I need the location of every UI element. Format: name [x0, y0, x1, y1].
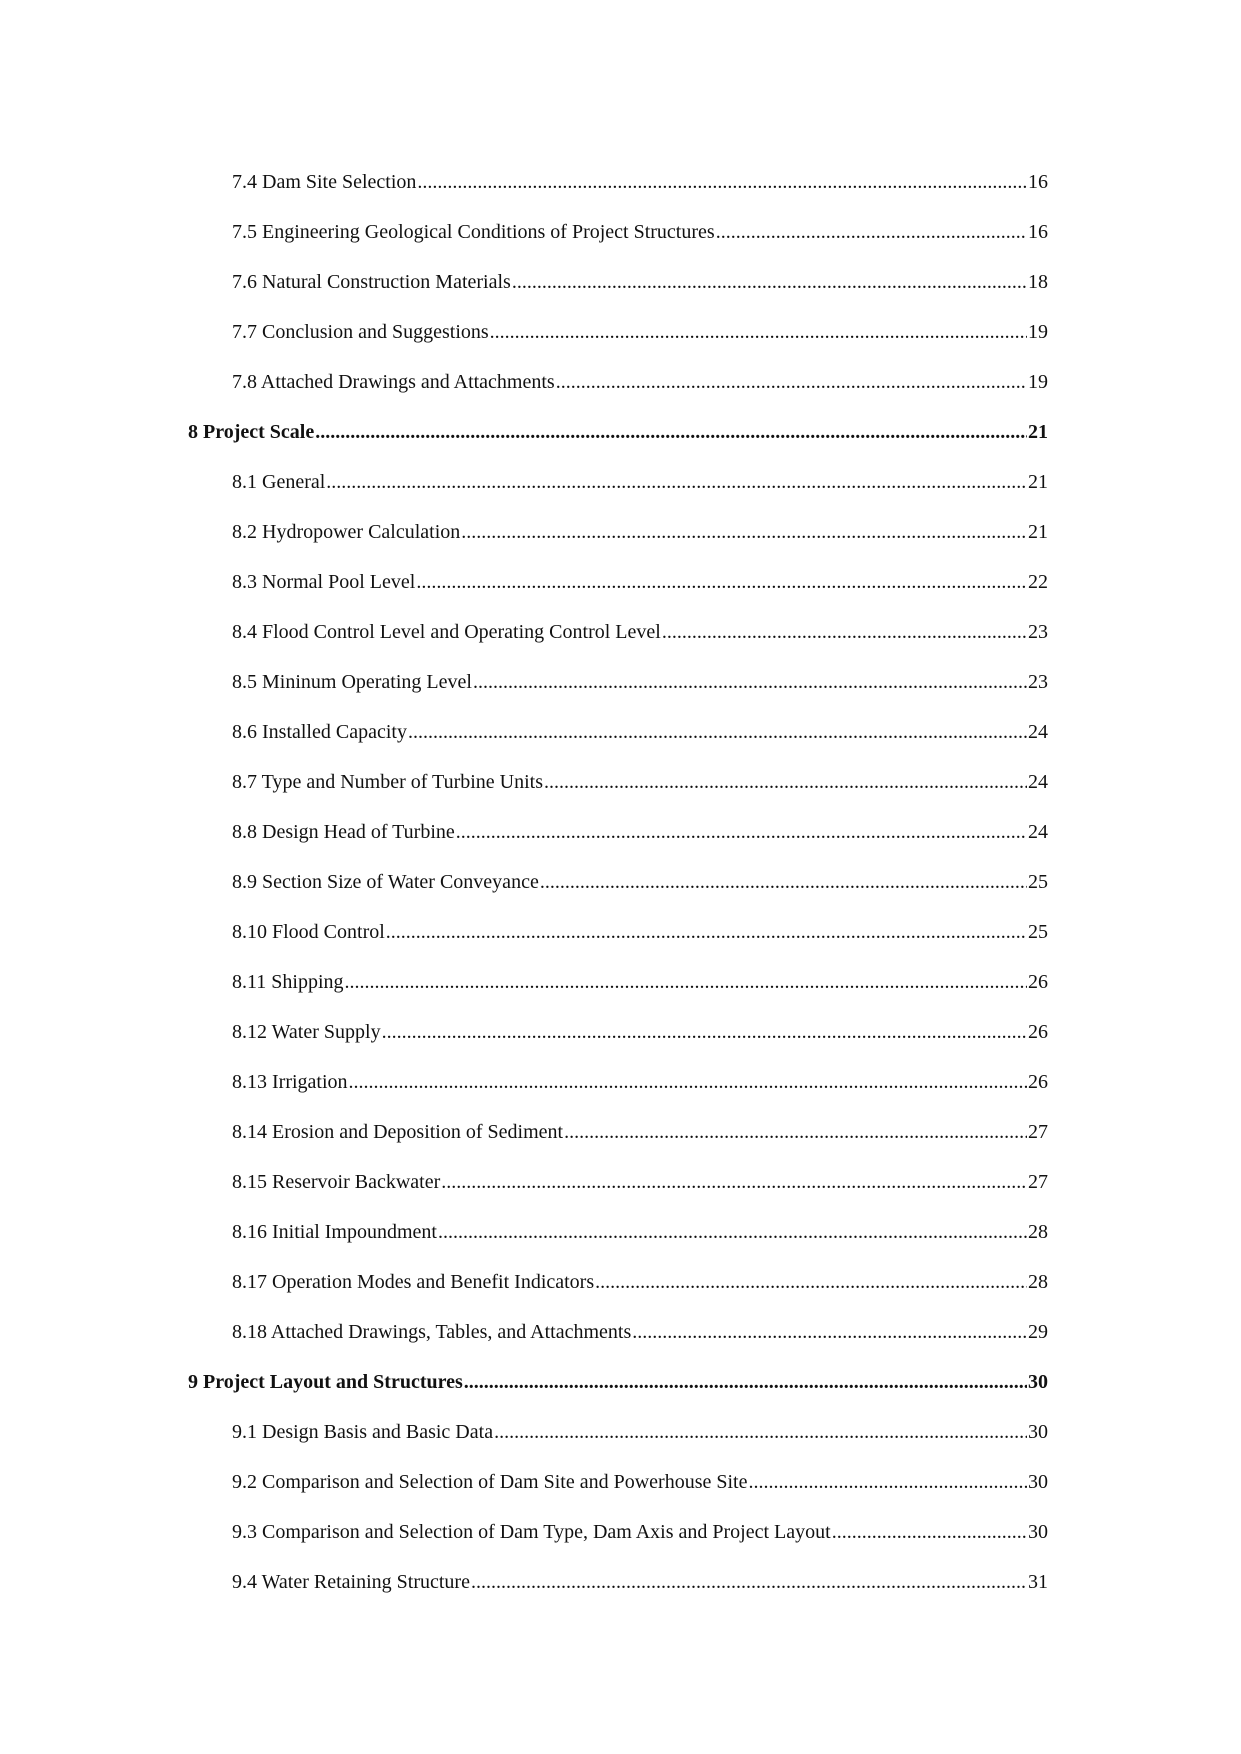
toc-entry-page: 27: [1028, 1171, 1048, 1193]
toc-dot-leader: [595, 1270, 1027, 1294]
toc-entry-page: 26: [1028, 1021, 1048, 1043]
toc-entry-8-11[interactable]: [232, 970, 1048, 994]
toc-entry-8-13[interactable]: [232, 1070, 1048, 1094]
toc-dot-leader: [471, 1570, 1027, 1594]
toc-entry-title: 8.11 Shipping: [232, 971, 344, 993]
toc-chapter-title: 8 Project Scale: [188, 421, 315, 443]
toc-dot-leader: [345, 970, 1028, 994]
toc-entry-title: 8.7 Type and Number of Turbine Units: [232, 771, 543, 793]
toc-entry-9-3[interactable]: [232, 1520, 1048, 1544]
toc-dot-leader: [456, 820, 1027, 844]
toc-entry-page: 19: [1028, 371, 1048, 393]
toc-entry-8-14[interactable]: [232, 1120, 1048, 1144]
toc-dot-leader: [315, 420, 1027, 444]
toc-entry-7-6[interactable]: [232, 270, 1048, 294]
toc-entry-page: 23: [1028, 621, 1048, 643]
toc-entry-7-4[interactable]: [232, 170, 1048, 194]
toc-entry-8-4[interactable]: [232, 620, 1048, 644]
toc-dot-leader: [544, 770, 1027, 794]
toc-entry-title: 8.14 Erosion and Deposition of Sediment: [232, 1121, 564, 1143]
toc-entry-8-16[interactable]: [232, 1220, 1048, 1244]
toc-entry-page: 28: [1028, 1271, 1048, 1293]
toc-entry-page: 21: [1028, 471, 1048, 493]
toc-dot-leader: [540, 870, 1027, 894]
toc-entry-page: 29: [1028, 1321, 1048, 1343]
toc-entry-8-17[interactable]: [232, 1270, 1048, 1294]
toc-entry-8-1[interactable]: [232, 470, 1048, 494]
toc-entry-title: 9.4 Water Retaining Structure: [232, 1571, 470, 1593]
toc-entry-title: 8.12 Water Supply: [232, 1021, 381, 1043]
toc-entry-8-12[interactable]: [232, 1020, 1048, 1044]
toc-entry-page: 25: [1028, 871, 1048, 893]
toc-entry-page: 21: [1028, 421, 1048, 443]
toc-entry-page: 30: [1028, 1371, 1048, 1393]
toc-entry-8-18[interactable]: [232, 1320, 1048, 1344]
toc-entry-title: 8.16 Initial Impoundment: [232, 1221, 437, 1243]
toc-entry-8-3[interactable]: [232, 570, 1048, 594]
toc-entry-7-7[interactable]: [232, 320, 1048, 344]
toc-dot-leader: [716, 220, 1027, 244]
toc-entry-8[interactable]: [188, 420, 1048, 444]
toc-dot-leader: [556, 370, 1027, 394]
toc-entry-title: 8.18 Attached Drawings, Tables, and Attachments: [232, 1321, 632, 1343]
toc-dot-leader: [464, 1370, 1027, 1394]
toc-entry-title: 8.9 Section Size of Water Conveyance: [232, 871, 539, 893]
toc-entry-7-5[interactable]: [232, 220, 1048, 244]
toc-entry-page: 30: [1028, 1521, 1048, 1543]
toc-entry-title: 8.8 Design Head of Turbine: [232, 821, 455, 843]
toc-dot-leader: [417, 170, 1027, 194]
toc-entry-page: 23: [1028, 671, 1048, 693]
toc-dot-leader: [662, 620, 1027, 644]
toc-entry-page: 22: [1028, 571, 1048, 593]
toc-dot-leader: [748, 1470, 1027, 1494]
toc-entry-page: 24: [1028, 771, 1048, 793]
toc-entry-8-2[interactable]: [232, 520, 1048, 544]
toc-entry-8-6[interactable]: [232, 720, 1048, 744]
toc-entry-8-7[interactable]: [232, 770, 1048, 794]
toc-entry-page: 28: [1028, 1221, 1048, 1243]
toc-entry-8-8[interactable]: [232, 820, 1048, 844]
toc-dot-leader: [832, 1520, 1027, 1544]
toc-entry-title: 8.17 Operation Modes and Benefit Indicators: [232, 1271, 595, 1293]
toc-entry-page: 30: [1028, 1471, 1048, 1493]
toc-entry-title: 8.3 Normal Pool Level: [232, 571, 416, 593]
toc-dot-leader: [564, 1120, 1027, 1144]
toc-dot-leader: [349, 1070, 1027, 1094]
toc-entry-title: 8.10 Flood Control: [232, 921, 385, 943]
toc-entry-page: 26: [1028, 1071, 1048, 1093]
toc-entry-page: 16: [1028, 171, 1048, 193]
toc-entry-title: 8.6 Installed Capacity: [232, 721, 407, 743]
toc-entry-page: 19: [1028, 321, 1048, 343]
toc-dot-leader: [386, 920, 1027, 944]
toc-dot-leader: [441, 1170, 1027, 1194]
toc-entry-page: 30: [1028, 1421, 1048, 1443]
toc-dot-leader: [494, 1420, 1027, 1444]
toc-entry-page: 21: [1028, 521, 1048, 543]
toc-dot-leader: [382, 1020, 1027, 1044]
toc-entry-title: 7.4 Dam Site Selection: [232, 171, 417, 193]
toc-dot-leader: [461, 520, 1027, 544]
toc-entry-title: 8.5 Mininum Operating Level: [232, 671, 472, 693]
toc-entry-9[interactable]: [188, 1370, 1048, 1394]
toc-entry-page: 25: [1028, 921, 1048, 943]
toc-entry-page: 26: [1028, 971, 1048, 993]
toc-entry-title: 7.6 Natural Construction Materials: [232, 271, 511, 293]
toc-entry-8-9[interactable]: [232, 870, 1048, 894]
toc-entry-page: 27: [1028, 1121, 1048, 1143]
toc-entry-9-4[interactable]: [232, 1570, 1048, 1594]
toc-entry-title: 8.2 Hydropower Calculation: [232, 521, 461, 543]
toc-entry-9-2[interactable]: [232, 1470, 1048, 1494]
toc-entry-title: 8.15 Reservoir Backwater: [232, 1171, 441, 1193]
toc-dot-leader: [632, 1320, 1027, 1344]
toc-entry-title: 9.2 Comparison and Selection of Dam Site and Powerhouse Site: [232, 1471, 748, 1493]
toc-entry-7-8[interactable]: [232, 370, 1048, 394]
toc-entry-page: 24: [1028, 721, 1048, 743]
toc-entry-8-15[interactable]: [232, 1170, 1048, 1194]
toc-entry-title: 8.13 Irrigation: [232, 1071, 348, 1093]
toc-dot-leader: [438, 1220, 1027, 1244]
toc-dot-leader: [416, 570, 1027, 594]
toc-entry-page: 31: [1028, 1571, 1048, 1593]
toc-entry-title: 9.1 Design Basis and Basic Data: [232, 1421, 494, 1443]
toc-dot-leader: [512, 270, 1027, 294]
toc-entry-title: 7.5 Engineering Geological Conditions of Project Structures: [232, 221, 715, 243]
toc-entry-title: 8.4 Flood Control Level and Operating Control Level: [232, 621, 661, 643]
toc-entry-8-5[interactable]: [232, 670, 1048, 694]
toc-dot-leader: [490, 320, 1027, 344]
toc-dot-leader: [473, 670, 1027, 694]
toc-entry-title: 8.1 General: [232, 471, 326, 493]
toc-entry-title: 7.7 Conclusion and Suggestions: [232, 321, 489, 343]
toc-chapter-title: 9 Project Layout and Structures: [188, 1371, 463, 1393]
toc-entry-8-10[interactable]: [232, 920, 1048, 944]
toc-entry-page: 24: [1028, 821, 1048, 843]
toc-entry-title: 9.3 Comparison and Selection of Dam Type, Dam Axis and Project Layout: [232, 1521, 831, 1543]
toc-dot-leader: [326, 470, 1027, 494]
toc-entry-page: 18: [1028, 271, 1048, 293]
toc-entry-title: 7.8 Attached Drawings and Attachments: [232, 371, 555, 393]
toc-entry-9-1[interactable]: [232, 1420, 1048, 1444]
toc-entry-page: 16: [1028, 221, 1048, 243]
toc-dot-leader: [408, 720, 1027, 744]
